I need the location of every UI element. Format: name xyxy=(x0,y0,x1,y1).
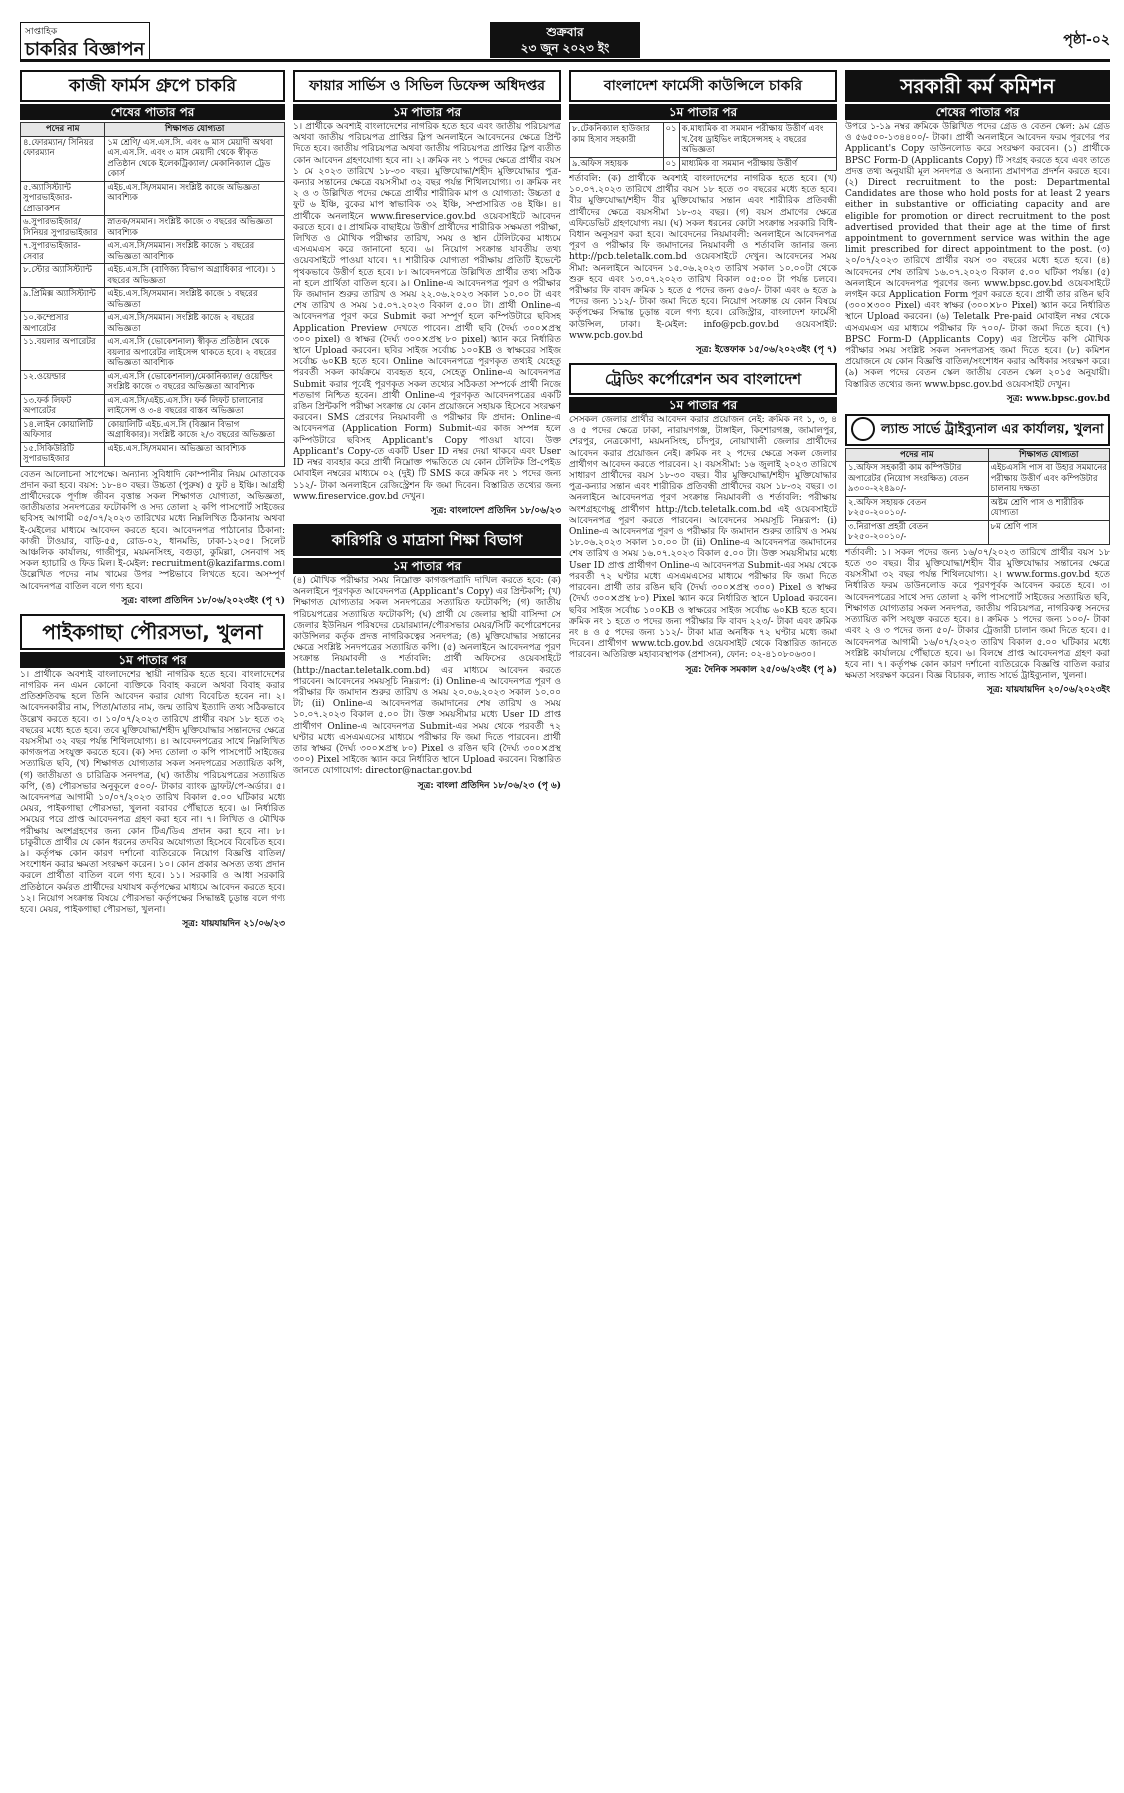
brand-title: চাকরির বিজ্ঞাপন xyxy=(25,39,145,60)
table-cell: এইচ.এস.সি/সমমান। সংশ্লিষ্ট কাজে ১ বছরের অভিজ্ঞতা xyxy=(105,288,285,312)
table-cell: ৪.ফোরম্যান/ সিনিয়র ফোরম্যান xyxy=(21,136,105,181)
table-cell: ০১ xyxy=(663,157,679,171)
table-row xyxy=(21,288,285,312)
ad-source: সূত্র: বাংলাদেশ প্রতিদিন ১৮/০৬/২৩ xyxy=(430,505,561,516)
table-row xyxy=(846,520,1110,544)
ad-title: কাজী ফার্মস গ্রুপে চাকরি xyxy=(20,70,285,102)
table-cell: ১ম শ্রেণি/ এস.এস.সি. এবং ৬ মাস মেয়াদী অথবা এস.এস.সি. এবং ৩ মাস মেয়াদী থেকে স্বীকৃত প্রতিষ্ঠান থেকে ইলেকট্রিক্যাল/ মেকানিক্যাল ট্রেড কোর্স xyxy=(105,136,285,181)
day-label: শুক্রবার xyxy=(546,25,584,39)
table-cell: ৯.অফিস সহায়ক xyxy=(570,157,664,171)
table-cell: ২.অফিস সহায়ক বেতন ৮২৫০-২০০১০/- xyxy=(846,496,989,520)
ad-title: সরকারী কর্ম কমিশন xyxy=(845,70,1110,102)
table-cell: মাধ্যমিক বা সমমান পরীক্ষায় উত্তীর্ণ xyxy=(679,157,836,171)
ad-subtitle: ১ম পাতার পর xyxy=(569,104,837,120)
ad-body: শর্তাবলী: ১। সকল পদের জন্য ১৬/০৭/২০২৩ তারিখে প্রার্থীর বয়স ১৮ হতে ৩০ বছর। বীর মুক্তিযোদ্ধা/শহীদ বীর মুক্তিযোদ্ধার সন্তানের ক্ষেত্রে বয়সসীমা ৩২ বছর পর্যন্ত শিথিলযোগ্য। ২। www.forms.gov.bd হতে নির্ধারিত ফরম ডাউনলোড করে পূরণপূর্বক আবেদন করতে হবে। ৩। আবেদনপত্রের সাথে সদ্য তোলা ২ কপি পাসপোর্ট সাইজের সত্যায়িত ছবি, শিক্ষাগত যোগ্যতার সকল সনদপত্র, জাতীয় পরিচয়পত্র, নাগরিকত্ব সনদের সত্যায়িত কপি সংযুক্ত করতে হবে। ৪। ক্রমিক ১ পদের জন্য ১০০/- টাকা এবং ২ ও ৩ পদের জন্য ৫০/- টাকার ট্রেজারী চালান জমা দিতে হবে। ৫। আবেদনপত্র আগামী ১৬/০৭/২০২৩ তারিখ বিকাল ৫.০০ ঘটিকার মধ্যে সংশ্লিষ্ট কার্যালয়ে পৌঁছাতে হবে। ৬। বিলম্বে প্রাপ্ত আবেদনপত্র গ্রহণ করা হবে না। ৭। কর্তৃপক্ষ কোন কারণ দর্শানো ব্যতিরেকে বিজ্ঞপ্তি বাতিল করার ক্ষমতা সংরক্ষণ করেন। বিজ্ঞ বিচারক, ল্যান্ড সার্ভে ট্রাইব্যুনাল, খুলনা। xyxy=(845,547,1110,682)
page-number: পৃষ্ঠা-০২ xyxy=(1063,32,1110,48)
ad-body: শর্তাবলি: (ক) প্রার্থীকে অবশ্যই বাংলাদেশের নাগরিক হতে হবে। (খ) ১০.০৭.২০২৩ তারিখে প্রার্থীর বয়স ১৮ হতে ৩০ বছরের মধ্যে হতে হবে। বীর মুক্তিযোদ্ধা/শহীদ বীর মুক্তিযোদ্ধার সন্তান এবং শারীরিক প্রতিবন্ধী প্রার্থীদের ক্ষেত্রে বয়সসীমা ১৮-৩২ বছর। (গ) বয়স প্রমাণের ক্ষেত্রে এফিডেভিট গ্রহণযোগ্য নয়। (ঘ) সকল ধরনের কোটা সংক্রান্ত সরকারি বিধি-বিধান অনুসরণ করা হবে। আবেদনের নিয়মাবলী: অনলাইনে আবেদনপত্র পূরণ ও পরীক্ষার ফি জমাদানের নিয়মাবলী ও শর্তাবলি জানার জন্য http://pcb.teletalk.com.bd ওয়েবসাইটে দেখুন। আবেদনের সময় সীমা: অনলাইনে আবেদন ১৫.০৬.২০২৩ তারিখ সকাল ১০.০০টা থেকে শুরু হবে এবং ১৩.০৭.২০২৩ তারিখ বিকাল ০৫:০০ টা পর্যন্ত চলবে। পরীক্ষার ফি বাবদ ক্রমিক ১ হতে ৫ পদের জন্য ৫৬০/- টাকা এবং ৬ হতে ৯ পদের জন্য ১১২/- টাকা জমা দিতে হবে। নিয়োগ সংক্রান্ত যে কোন বিষয়ে কর্তৃপক্ষের সিদ্ধান্ত চূড়ান্ত বলে গণ্য হবে। রেজিস্ট্রার, বাংলাদেশ ফার্মেসী কাউন্সিল, ঢাকা। ই-মেইল: info@pcb.gov.bd ওয়েবসাইট: www.pcb.gov.bd xyxy=(569,174,837,341)
table-cell: ১.অফিস সহকারী কাম কম্পিউটার অপারেটর (নিয়োগ সংরক্ষিত) বেতন ৯৩০০-২২৪৯০/- xyxy=(846,462,989,497)
requirement-table xyxy=(569,122,837,171)
table-row xyxy=(21,370,285,394)
table-row xyxy=(570,123,837,158)
masthead xyxy=(20,22,1110,62)
table-cell: এইচ.এস.সি/সমমান। সংশ্লিষ্ট কাজে অভিজ্ঞতা আবশ্যিক xyxy=(105,181,285,216)
ad-title-box xyxy=(845,414,1110,446)
table-cell: স্নাতক/সমমান। সংশ্লিষ্ট কাজে ৩ বছরের অভিজ্ঞতা আবশ্যিক xyxy=(105,216,285,240)
ad-subtitle: ১ম পাতার পর xyxy=(569,397,837,413)
ad-body: বেতন আলোচনা সাপেক্ষে। অন্যান্য সুবিধাদি কোম্পানীর নিয়ম মোতাবেক প্রদান করা হবে। বয়স: ১৮-৪০ বছর। উচ্চতা (পুরুষ) ৫ ফুট ৪ ইঞ্চি। আগ্রহী প্রার্থীদেরকে পূর্ণাঙ্গ জীবন বৃত্তান্ত সকল শিক্ষাগত যোগ্যতা, অভিজ্ঞতা, জাতীয়তার সনদপত্রের ফটোকপি ও সদ্য তোলা ২ কপি পাসপোর্ট সাইজের ছবিসহ আগামী ০৫/০৭/২০২৩ তারিখের মধ্যে নিম্নলিখিত ঠিকানায় অথবা ই-মেইলের মাধ্যমে আবেদন করতে হবে। আবেদনপত্র পাঠানোর ঠিকানা: কাজী টাওয়ার, বাড়ি-৫৫, রোড-০২, ধানমন্ডি, ঢাকা-১২০৫। সিলেট আঞ্চলিক কার্যালয়, গাজীপুর, ময়মনসিংহ, বগুড়া, কুমিল্লা, সেনবাগ সহ সকল হ্যাচারি ও ফিড মিল। ই-মেইল: recruitment@kazifarms.com। উল্লেখিত পদের নাম খামের উপর স্পষ্টভাবে লিখতে হবে। অসম্পূর্ণ আবেদনপত্র বাতিল বলে গণ্য হবে। xyxy=(20,469,285,592)
table-cell: কোয়ালিটি এইচ.এস.সি (বিজ্ঞান বিভাগ অগ্রাধিকার)। সংশ্লিষ্ট কাজে ২/৩ বছরের অভিজ্ঞতা xyxy=(105,418,285,442)
table-cell: এস.এস.সি/সমমান। সংশ্লিষ্ট কাজে ১ বছরের অভিজ্ঞতা আবশ্যিক xyxy=(105,240,285,264)
ad-subtitle: ১ম পাতার পর xyxy=(20,652,285,668)
table-cell: ১০.কম্প্রেসার অপারেটর xyxy=(21,312,105,336)
table-row xyxy=(846,462,1110,497)
ad-source: সূত্র: বাংলা প্রতিদিন ১৮/০৬/২৩ (পৃ ৬) xyxy=(417,780,561,791)
ad-title: ফায়ার সার্ভিস ও সিভিল ডিফেন্স অধিদপ্তর xyxy=(293,70,561,102)
table-cell: ১২.ওয়েল্ডার xyxy=(21,370,105,394)
table-cell: এইচ.এস.সি/সমমান। অভিজ্ঞতা আবশ্যিক xyxy=(105,442,285,466)
ad-source: সূত্র: বাংলা প্রতিদিন ১৮/০৬/২০২৩ইং (পৃ ৭) xyxy=(121,595,285,606)
ad-subtitle: ১ম পাতার পর xyxy=(293,104,561,120)
table-header: পদের নাম xyxy=(21,123,105,137)
table-cell: এস.এস.সি (ভোকেশনাল)/মেকানিক্যাল/ ওয়েল্ডিং সংশ্লিষ্ট কাজে ৩ বছরের অভিজ্ঞতা আবশ্যিক xyxy=(105,370,285,394)
table-cell: ১১.বয়লার অপারেটর xyxy=(21,336,105,371)
table-cell: ০১ xyxy=(663,123,679,158)
ad-body: উপরে ১-১৯ নম্বর ক্রমিকে উল্লিখিত পদের গ্রেড ও বেতন স্কেল: ৯ম গ্রেড ও ৫৬৫০০-১৩৪৪০০/- টাকা। প্রার্থী অনলাইনে আবেদন ফরম পূরণের পর Applicant's Copy ডাউনলোড করে সংরক্ষণ করবেন। (১) প্রার্থীকে BPSC Form-D (Applicants Copy) টি সংগ্রহ করতে হবে এবং তাতে প্রদত্ত তথ্য অনুযায়ী মূল সনদপত্র ও অন্যান্য প্রমাণপত্র প্রদর্শন করতে হবে। (২) Direct recruitment to the post: Departmental Candidates are those who hold posts for at least 2 years either in substantive or officiating capacity and are eligible for promotion or direct recruitment to the post advertised provided that their age at the time of first appointment to government service was within the age limit prescribed for direct appointment to the post. (৩) ২০/০৭/২০২৩ তারিখে প্রার্থীর বয়স ৩০ বছরের মধ্যে হতে হবে। (৪) আবেদনের শেষ তারিখ ১৬.০৭.২০২৩ বিকাল ৫.০০ ঘটিকা পর্যন্ত। (৫) অনলাইনে আবেদনপত্র পূরণের জন্য www.bpsc.gov.bd ওয়েবসাইটে লগইন করে Application Form পূরণ করতে হবে। প্রার্থী তার রঙিন ছবি (৩০০×৩০০ Pixel) এবং স্বাক্ষর (৩০০×৮০ Pixel) স্ক্যান করে নির্ধারিত স্থানে Upload করবেন। (৬) Teletalk Pre-paid মোবাইল নম্বর থেকে এসএমএস এর মাধ্যমে পরীক্ষার ফি ৭০০/- টাকা জমা দিতে হবে। (৭) BPSC Form-D (Applicants Copy) এর প্রিন্টেড কপি মৌখিক পরীক্ষার সময় সংশ্লিষ্ট সকল সনদপত্রসহ জমা দিতে হবে। (৮) কমিশন প্রয়োজনে যে কোন বিজ্ঞপ্তি বাতিল/সংশোধন করার অধিকার সংরক্ষণ করে। (৯) সকল পদের বেতন স্কেল জাতীয় বেতন স্কেল ২০১৫ অনুযায়ী। বিস্তারিত তথ্যের জন্য www.bpsc.gov.bd ওয়েবসাইট দেখুন। xyxy=(845,122,1110,390)
table-cell: ৯.প্রিমিক্স অ্যাসিস্ট্যান্ট xyxy=(21,288,105,312)
table-cell: এইচএসসি পাস বা উহার সমমানের পরীক্ষায় উত্তীর্ণ এবং কম্পিউটার চালনায় দক্ষতা xyxy=(988,462,1109,497)
requirement-table xyxy=(20,122,285,467)
table-row xyxy=(846,496,1110,520)
ad-source: সূত্র: দৈনিক সমকাল ২৫/০৬/২৩ইং (পৃ ৯) xyxy=(685,664,837,675)
table-row xyxy=(570,157,837,171)
table-row xyxy=(21,312,285,336)
table-cell: এইচ.এস.সি (বাণিজ্য বিভাগ অগ্রাধিকার পাবে)। ১ বছরের অভিজ্ঞতা xyxy=(105,264,285,288)
ad-title: বাংলাদেশ ফার্মেসী কাউন্সিলে চাকরি xyxy=(569,70,837,102)
ad-body: ১। প্রার্থীকে অবশ্যই বাংলাদেশের স্থায়ী নাগরিক হতে হবে। বাংলাদেশের নাগরিক নন এমন কোনো ব্যক্তিকে বিবাহ করলে অথবা বিবাহ করার প্রতিশ্রুতিবদ্ধ হলে তিনি আবেদন করার যোগ্য বিবেচিত হবেন না। ২। আবেদনকারীর নাম, পিতা/মাতার নাম, জন্ম তারিখ ইত্যাদি তথ্য সঠিকভাবে উল্লেখ করতে হবে। ৩। ১০/০৭/২০২৩ তারিখে প্রার্থীর বয়স ১৮ হতে ৩২ বছরের মধ্যে হতে হবে। তবে মুক্তিযোদ্ধা/শহীদ মুক্তিযোদ্ধার সন্তানদের ক্ষেত্রে বয়সসীমা ৩২ বছর পর্যন্ত শিথিলযোগ্য। ৪। আবেদনপত্রের সাথে নিম্নলিখিত কাগজপত্র সংযুক্ত করতে হবে। (ক) সদ্য তোলা ৩ কপি পাসপোর্ট সাইজের সত্যায়িত ছবি, (খ) শিক্ষাগত যোগ্যতার সকল সনদপত্রের সত্যায়িত কপি, (গ) জাতীয়তা ও চারিত্রিক সনদপত্র, (ঘ) জাতীয় পরিচয়পত্রের সত্যায়িত কপি, (ঙ) পৌরসভার অনুকূলে ৫০০/- টাকার ব্যাংক ড্রাফট/পে-অর্ডার। ৫। আবেদনপত্র আগামী ১০/০৭/২০২৩ তারিখ বিকাল ৫.০০ ঘটিকার মধ্যে মেয়র, পাইকগাছা পৌরসভা, খুলনা বরাবর পৌঁছাতে হবে। ৬। নির্ধারিত সময়ের পরে প্রাপ্ত আবেদনপত্র গ্রহণ করা হবে না। ৭। লিখিত ও মৌখিক পরীক্ষায় অংশগ্রহণের জন্য কোন টিএ/ডিএ প্রদান করা হবে না। ৮। চাকুরীতে প্রার্থীর যে কোন ধরনের তদবির অযোগ্যতা হিসেবে বিবেচিত হবে। ৯। কর্তৃপক্ষ কোন কারণ দর্শানো ব্যতিরেকে নিয়োগ বিজ্ঞপ্তি বাতিল/সংশোধন করার ক্ষমতা সংরক্ষণ করেন। ১০। কোন প্রকার অসত্য তথ্য প্রদান করলে প্রার্থীতা বাতিল বলে গণ্য হবে। ১১। সরকারি ও আধা সরকারি প্রতিষ্ঠানে কর্মরত প্রার্থীদের যথাযথ কর্তৃপক্ষের মাধ্যমে আবেদন করতে হবে। ১২। নিয়োগ সংক্রান্ত বিষয়ে পৌরসভা কর্তৃপক্ষের সিদ্ধান্তই চূড়ান্ত বলে গণ্য হবে। মেয়র, পাইকগাছা পৌরসভা, খুলনা। xyxy=(20,669,285,915)
date-block xyxy=(490,22,640,58)
table-row xyxy=(21,264,285,288)
table-cell: ৫.অ্যাসিস্ট্যান্ট সুপারভাইজার-প্রোডাকশন xyxy=(21,181,105,216)
table-cell: ৬.সুপারভাইজার/ সিনিয়র সুপারভাইজার xyxy=(21,216,105,240)
table-row xyxy=(21,136,285,181)
table-header: শিক্ষাগত যোগ্যতা xyxy=(988,448,1109,462)
ad-subtitle: শেষের পাতার পর xyxy=(845,104,1110,120)
table-row xyxy=(21,240,285,264)
brand-logo xyxy=(20,22,150,60)
ad-title: কারিগরি ও মাদ্রাসা শিক্ষা বিভাগ xyxy=(293,524,561,556)
ad-title: পাইকগাছা পৌরসভা, খুলনা xyxy=(20,614,285,650)
table-row xyxy=(21,181,285,216)
requirement-table xyxy=(845,448,1110,545)
govt-seal-icon xyxy=(851,417,875,441)
table-header: শিক্ষাগত যোগ্যতা xyxy=(105,123,285,137)
ad-body: ১। প্রার্থীকে অবশ্যই বাংলাদেশের নাগরিক হতে হবে এবং জাতীয় পরিচয়পত্র অথবা জাতীয় পরিচয়পত্র প্রাপ্তির স্লিপ অনলাইনে আবেদনের ক্ষেত্রে প্রিন্ট দিতে হবে। জাতীয় পরিচয়পত্র অথবা জাতীয় পরিচয়পত্র প্রাপ্তির স্লিপ ব্যতীত কোন আবেদন গ্রহণযোগ্য হবে না। ২। ক্রমিক নং ১ পদের ক্ষেত্রে প্রার্থীর বয়স ১ মে ২০২৩ তারিখে ১৮-৩০ বছর। মুক্তিযোদ্ধা/শহীদ মুক্তিযোদ্ধার পুত্র-কন্যার সন্তানের ক্ষেত্রে বয়সসীমা ৩২ বছর পর্যন্ত শিথিলযোগ্য। ৩। ক্রমিক নং ২ ও ৩ উল্লিখিত পদের ক্ষেত্রে প্রার্থীর শারীরিক মাপ ও যোগ্যতা: উচ্চতা ৫ ফুট ৬ ইঞ্চি, বুকের মাপ স্বাভাবিক ৩২ ইঞ্চি, সম্প্রসারিত ৩৪ ইঞ্চি। ৪। প্রার্থীকে অনলাইনে www.fireservice.gov.bd ওয়েবসাইটে আবেদন করতে হবে। ৫। প্রাথমিক বাছাইয়ে উত্তীর্ণ প্রার্থীদের শারীরিক সক্ষমতা পরীক্ষা, লিখিত ও মৌখিক পরীক্ষার তারিখ, সময় ও স্থান টেলিটকের মাধ্যমে এসএমএস করে জানানো হবে। ৬। নিয়োগ সংক্রান্ত যাবতীয় তথ্য ওয়েবসাইটে পাওয়া যাবে। ৭। শারীরিক যোগ্যতা পরীক্ষায় প্রতিটি ইভেন্টে পৃথকভাবে উত্তীর্ণ হতে হবে। ৮। আবেদনপত্রে উল্লিখিত প্রার্থীর তথ্য সঠিক না হলে প্রার্থিতা বাতিল হবে। ৯। Online-এ আবেদনপত্র পূরণ ও পরীক্ষার ফি জমাদান শুরুর তারিখ ও সময় ২২.০৬.২০২৩ সকাল ১০.০০ টা এবং শেষ তারিখ ও সময় ১৫.০৭.২০২৩ বিকাল ৫.০০ টা। প্রার্থী Online-এ আবেদনপত্র পূরণ করে Submit করা সম্পূর্ণ হলে কম্পিউটারে ছবিসহ Application Preview দেখতে পাবেন। প্রার্থী ছবি (দৈর্ঘ্য ৩০০×প্রস্থ ৩০০ pixel) ও স্বাক্ষর (দৈর্ঘ্য ৩০০×প্রস্থ ৮০ pixel) স্ক্যান করে নির্ধারিত স্থানে Upload করবেন। ছবির সাইজ সর্বোচ্চ ১০০KB ও স্বাক্ষরের সাইজ সর্বোচ্চ ৬০KB হতে হবে। Online আবেদনপত্রে পূরণকৃত তথ্যই যেহেতু পরবর্তী সকল কার্যক্রমে ব্যবহৃত হবে, সেহেতু Online-এ আবেদনপত্র Submit করার পূর্বেই পূরণকৃত সকল তথ্যের সঠিকতা সম্পর্কে প্রার্থী নিজে শতভাগ নিশ্চিত হবেন। প্রার্থী Online-এ পূরণকৃত আবেদনপত্রের একটি রঙিন প্রিন্টকপি পরীক্ষা সংক্রান্ত যে কোন প্রয়োজনে সহায়ক হিসেবে সংরক্ষণ করবেন। SMS প্রেরণের নিয়মাবলী ও পরীক্ষার ফি প্রদান: Online-এ আবেদনপত্র (Application Form) Submit-এর কাজ সম্পন্ন হলে কম্পিউটারে ছবিসহ Applicant's Copy পাওয়া যাবে। উক্ত Applicant's Copy-তে একটি User ID নম্বর দেয়া থাকবে এবং User ID নম্বর ব্যবহার করে প্রার্থী নিম্নোক্ত পদ্ধতিতে যে কোন টেলিটক প্রি-পেইড মোবাইল নম্বরের মাধ্যমে ০২ (দুই) টি SMS করে ক্রমিক নং ১ পদের জন্য ১১২/- টাকা অনলাইনে রেজিস্ট্রেশন ফি জমা দিবেন। বিস্তারিত তথ্যের জন্য www.fireservice.gov.bd দেখুন। xyxy=(293,122,561,502)
table-cell: এস.এস.সি (ভোকেশনাল) স্বীকৃত প্রতিষ্ঠান থেকে বয়লার অপারেটর লাইসেন্স থাকতে হবে। ২ বছরের অভিজ্ঞতা আবশ্যিক xyxy=(105,336,285,371)
table-cell: ৩.নিরাপত্তা প্রহরী বেতন ৮২৫০-২০০১০/- xyxy=(846,520,989,544)
table-cell: ৮.টেকনিক্যাল হাউজার কাম হিসাব সহকারী xyxy=(570,123,664,158)
table-cell: অষ্টম শ্রেণি পাস ও শারীরিক যোগ্যতা xyxy=(988,496,1109,520)
column-4 xyxy=(845,70,1110,1770)
column-3 xyxy=(569,70,837,1770)
table-row xyxy=(21,336,285,371)
table-cell: এস.এস.সি/সমমান। সংশ্লিষ্ট কাজে ২ বছরের অভিজ্ঞতা xyxy=(105,312,285,336)
table-cell: ৭.সুপারভাইজার- সেবার xyxy=(21,240,105,264)
column-1 xyxy=(20,70,285,1770)
ad-source: সূত্র: www.bpsc.gov.bd xyxy=(1006,393,1110,404)
table-cell: ক.মাধ্যমিক বা সমমান পরীক্ষায় উত্তীর্ণ এবং খ.বৈধ ড্রাইভিং লাইসেন্সসহ ২ বছরের অভিজ্ঞতা xyxy=(679,123,836,158)
ad-title: ট্রেডিং কর্পোরেশন অব বাংলাদেশ xyxy=(569,363,837,395)
date-label: ২৩ জুন ২০২৩ ইং xyxy=(520,41,610,55)
ad-source: সূত্র: যায়যায়দিন ২১/০৬/২৩ xyxy=(182,919,285,930)
table-cell: ১৩.ফর্ক লিফট অপারেটর xyxy=(21,394,105,418)
table-cell: ১৫.সিকিউরিটি সুপারভাইজার xyxy=(21,442,105,466)
table-cell: ১৪.লাইন কোয়ালিটি অফিসার xyxy=(21,418,105,442)
table-row xyxy=(21,216,285,240)
table-cell: ৮ম শ্রেণি পাস xyxy=(988,520,1109,544)
ad-title: ল্যান্ড সার্ভে ট্রাইব্যুনাল এর কার্যালয়, খুলনা xyxy=(881,421,1104,437)
ad-source: সূত্র: যায়যায়দিন ২০/০৬/২০২৩ইং xyxy=(987,685,1110,696)
ad-body: সেসকল জেলার প্রার্থীর আবেদন করার প্রয়োজন নেই: ক্রমিক নং ১, ৩, ৪ ও ৫ পদের ক্ষেত্রে ঢাকা, নারায়ণগঞ্জ, টাঙ্গাইল, কিশোরগঞ্জ, জামালপুর, শেরপুর, নেত্রকোণা, ময়মনসিংহ, চাঁদপুর, নোয়াখালী জেলার প্রার্থীদের আবেদন করার প্রয়োজন নেই। ক্রমিক নং ২ পদের ক্ষেত্রে সকল জেলার প্রার্থীগণ আবেদন করতে পারবেন। ২। বয়সসীমা: ১৬ জুলাই ২০২৩ তারিখে সাধারণ প্রার্থীদের বয়স ১৮-৩০ বছর। বীর মুক্তিযোদ্ধা/শহীদ মুক্তিযোদ্ধার পুত্র-কন্যার সন্তান এবং শারীরিক প্রতিবন্ধী প্রার্থীদের বয়স ১৮-৩২ বছর। ৩। অনলাইনে আবেদনপত্র পূরণ সংক্রান্ত নিয়মাবলী ও শর্তাবলি: পরীক্ষায় অংশগ্রহণেচ্ছু প্রার্থীগণ http://tcb.teletalk.com.bd এই ওয়েবসাইটে আবেদনপত্র পূরণ করতে পারবেন। আবেদনের সময়সূচি নিম্নরূপ: (i) Online-এ আবেদনপত্র পূরণ ও পরীক্ষার ফি জমাদান শুরুর তারিখ ও সময় ১৮.০৬.২০২৩ সকাল ১০.০০ টা (ii) Online-এ আবেদনপত্র জমাদানের শেষ তারিখ ও সময় ১৬.০৭.২০২৩ বিকাল ৫.০০ টা। উক্ত সময়সীমার মধ্যে User ID প্রাপ্ত প্রার্থীগণ Online-এ আবেদনপত্র Submit-এর সময় থেকে পরবর্তী ৭২ ঘণ্টার মধ্যে এসএমএসের মাধ্যমে পরীক্ষার ফি জমা দিতে পারবেন। প্রার্থী তার রঙিন ছবি (দৈর্ঘ্য ৩০০×প্রস্থ ৩০০) Pixel ও স্বাক্ষর (দৈর্ঘ্য ৩০০×প্রস্থ ৮০) Pixel স্ক্যান করে নির্ধারিত স্থানে Upload করবেন। ছবির সাইজ সর্বোচ্চ ১০০KB ও স্বাক্ষরের সাইজ সর্বোচ্চ ৬০KB হতে হবে। ক্রমিক নং ১ হতে ৩ পদের জন্য পরীক্ষার ফি বাবদ ২২৩/- টাকা এবং ক্রমিক নং ৪ ও ৫ পদের জন্য ১১২/- টাকা মাত্র অনধিক ৭২ ঘণ্টার মধ্যে জমা দিবেন। প্রার্থীগণ www.tcb.gov.bd ওয়েবসাইট থেকে বিস্তারিত জানতে পারবেন। অতিরিক্ত মহাব্যবস্থাপক (প্রশাসন), ফোন: ০২-৪১০৮০৬৩০। xyxy=(569,415,837,661)
table-cell: এস.এস.সি/এইচ.এস.সি। ফর্ক লিফট চালানোর লাইসেন্স ও ৩-৪ বছরের বাস্তব অভিজ্ঞতা xyxy=(105,394,285,418)
ad-subtitle: শেষের পাতার পর xyxy=(20,104,285,120)
ad-source: সূত্র: ইত্তেফাক ১৫/০৬/২০২৩ইং (পৃ ৭) xyxy=(695,345,837,356)
ad-subtitle: ১ম পাতার পর xyxy=(293,558,561,574)
table-row xyxy=(21,394,285,418)
table-header: পদের নাম xyxy=(846,448,989,462)
table-row xyxy=(21,442,285,466)
table-row xyxy=(21,418,285,442)
table-cell: ৮.স্টোর অ্যাসিস্ট্যান্ট xyxy=(21,264,105,288)
column-2 xyxy=(293,70,561,1770)
ad-body: (৪) মৌখিক পরীক্ষার সময় নিম্নোক্ত কাগজপত্রাদি দাখিল করতে হবে: (ক) অনলাইনে পূরণকৃত আবেদনপত্র (Applicant's Copy) এর প্রিন্টকপি; (খ) শিক্ষাগত যোগ্যতার সকল সনদপত্রের সত্যায়িত ফটোকপি; (গ) জাতীয় পরিচয়পত্রের সত্যায়িত ফটোকপি; (ঘ) প্রার্থী যে জেলার স্থায়ী বাসিন্দা সে জেলার ইউনিয়ন পরিষদের চেয়ারম্যান/পৌরসভার মেয়র/সিটি কর্পোরেশনের কাউন্সিলর কর্তৃক প্রদত্ত নাগরিকত্বের সনদপত্র; (ঙ) মুক্তিযোদ্ধার সন্তানের ক্ষেত্রে সংশ্লিষ্ট সনদপত্রের সত্যায়িত কপি। (৫) অনলাইনে আবেদনপত্র পূরণ সংক্রান্ত নিয়মাবলী ও শর্তাবলি: প্রার্থী অফিসের ওয়েবসাইটে (http://nactar.teletalk.com.bd) এর মাধ্যমে আবেদন করতে পারবেন। আবেদনের সময়সূচি নিম্নরূপ: (i) Online-এ আবেদনপত্র পূরণ ও পরীক্ষার ফি জমাদান শুরুর তারিখ ও সময় ২০.০৬.২০২৩ সকাল ১০.০০ টা; (ii) Online-এ আবেদনপত্র জমাদানের শেষ তারিখ ও সময় ১০.০৭.২০২৩ বিকাল ৫.০০ টা। উক্ত সময়সীমার মধ্যে User ID প্রাপ্ত প্রার্থীগণ Online-এ আবেদনপত্র Submit-এর সময় থেকে পরবর্তী ৭২ ঘণ্টার মধ্যে এসএমএসের মাধ্যমে পরীক্ষার ফি জমা দিতে পারবেন। প্রার্থী তার স্বাক্ষর (দৈর্ঘ্য ৩০০×প্রস্থ ৮০) Pixel ও রঙিন ছবি (দৈর্ঘ্য ৩০০×প্রস্থ ৩০০) Pixel সাইজে স্ক্যান করে নির্ধারিত স্থানে Upload করবেন। বিস্তারিত জানতে যোগাযোগ: director@nactar.gov.bd xyxy=(293,575,561,777)
brand-small: সাপ্তাহিক xyxy=(25,27,58,37)
